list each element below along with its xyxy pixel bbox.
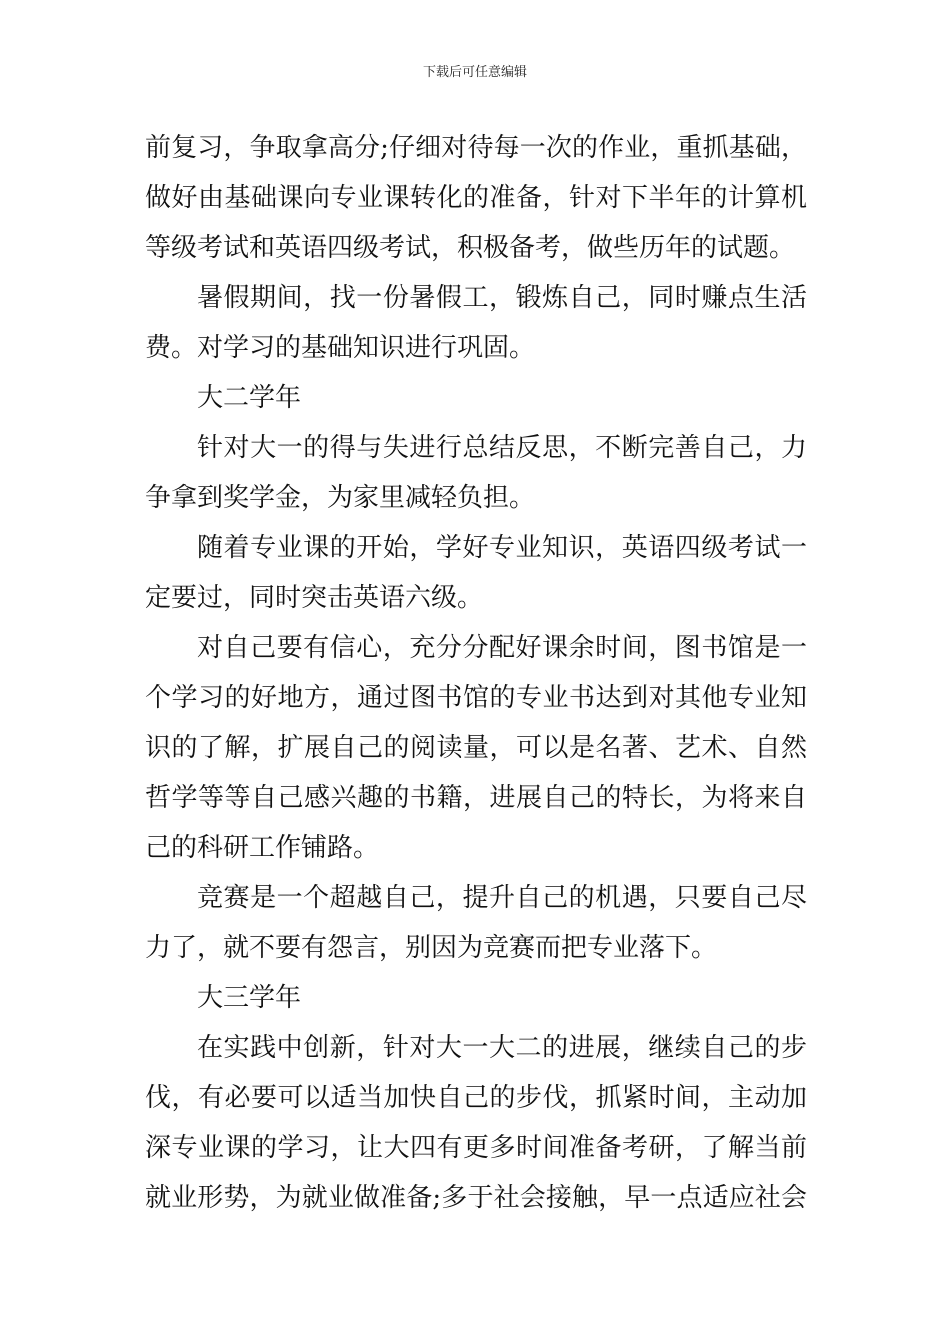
page-header: 下载后可任意编辑 xyxy=(422,65,527,80)
text-line: 针对大一的得与失进行总结反思，不断完善自己，力 xyxy=(197,433,807,463)
text-line: 大三学年 xyxy=(197,983,302,1013)
text-line: 力了，就不要有怨言，别因为竞赛而把专业落下。 xyxy=(145,933,718,963)
text-line: 随着专业课的开始，学好专业知识，英语四级考试一 xyxy=(197,533,807,563)
text-line: 就业形势，为就业做准备;多于社会接触，早一点适应社会 xyxy=(145,1183,807,1213)
text-line: 费。对学习的基础知识进行巩固。 xyxy=(145,333,536,363)
text-line: 前复习，争取拿高分;仔细对待每一次的作业，重抓基础， xyxy=(145,133,807,163)
text-line: 识的了解，扩展自己的阅读量，可以是名著、艺术、自然 xyxy=(145,733,807,763)
text-line: 大二学年 xyxy=(197,383,302,413)
text-line: 哲学等等自己感兴趣的书籍，进展自己的特长，为将来自 xyxy=(145,783,807,813)
text-line: 争拿到奖学金，为家里减轻负担。 xyxy=(145,483,536,513)
text-line: 伐，有必要可以适当加快自己的步伐，抓紧时间，主动加 xyxy=(145,1083,807,1113)
text-line: 在实践中创新，针对大一大二的进展，继续自己的步 xyxy=(197,1033,807,1063)
text-line: 做好由基础课向专业课转化的准备，针对下半年的计算机 xyxy=(145,183,807,213)
text-line: 等级考试和英语四级考试，积极备考，做些历年的试题。 xyxy=(145,233,796,263)
text-line: 个学习的好地方，通过图书馆的专业书达到对其他专业知 xyxy=(145,683,807,713)
document-body xyxy=(145,123,807,1223)
text-line: 暑假期间，找一份暑假工，锻炼自己，同时赚点生活 xyxy=(197,283,807,313)
text-line: 己的科研工作铺路。 xyxy=(145,833,380,863)
text-line: 定要过，同时突击英语六级。 xyxy=(145,583,484,613)
text-line: 对自己要有信心，充分分配好课余时间，图书馆是一 xyxy=(197,633,807,663)
text-line: 竞赛是一个超越自己，提升自己的机遇，只要自己尽 xyxy=(197,883,807,913)
text-line: 深专业课的学习，让大四有更多时间准备考研，了解当前 xyxy=(145,1133,807,1163)
